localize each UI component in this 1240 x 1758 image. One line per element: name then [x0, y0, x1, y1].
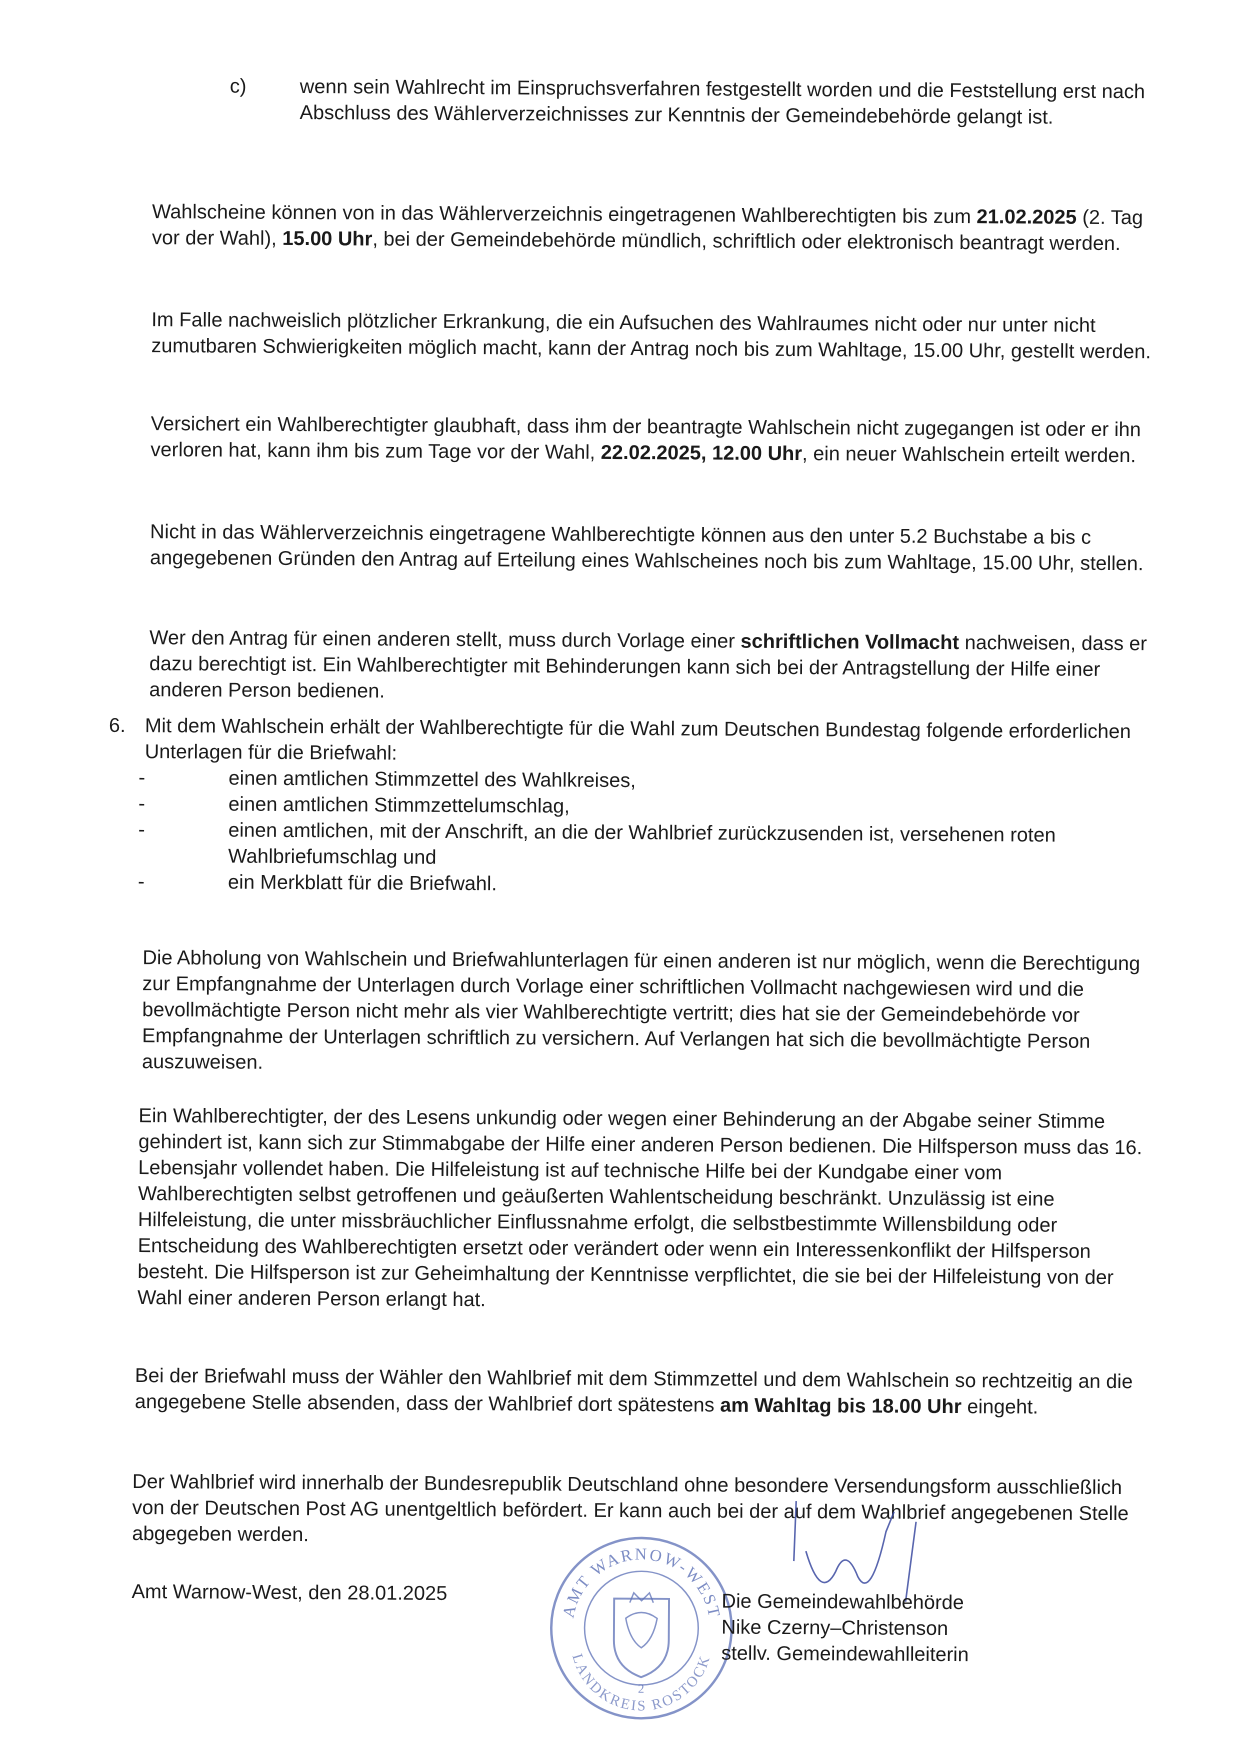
- list-item-text: wenn sein Wahlrecht im Einspruchsverfahren festgestellt worden und die Feststellung erst nach Abschluss des Wählerverzeichnisses zur Kenntnis der Gemeindebehörde gelangt ist.: [299, 76, 1146, 129]
- stamp-top-text: AMT WARNOW-WEST: [558, 1544, 725, 1621]
- deadline-date: 21.02.2025: [976, 206, 1077, 229]
- dash-bullet: -: [138, 819, 146, 842]
- authority-name: Die Gemeindewahlbehörde: [721, 1590, 965, 1615]
- signature-block: [721, 1589, 1021, 1669]
- list-item-text: einen amtlichen, mit der Anschrift, an die der Wahlbrief zurückzusenden ist, versehenen roten Wahlbriefumschlag und: [228, 819, 1056, 869]
- list-item: [138, 817, 1148, 875]
- text: , ein neuer Wahlschein erteilt werden.: [802, 443, 1137, 468]
- text: Bei der Briefwahl muss der Wähler den Wahlbrief mit dem Stimmzettel und dem Wahlschein so rechtzeitig an die angegebene Stelle absenden, dass der Wahlbrief dort spätestens: [134, 1365, 1133, 1417]
- paragraph-collection: Die Abholung von Wahlschein und Briefwahlunterlagen für einen anderen ist nur möglich, wenn die Berechtigung zur Empfangnahme der Unterlagen durch Vorlage einer schriftlichen Vollmacht nachgewiesen wird und die bevollmächtigte Person nicht mehr als vier Wahlberechtigte vertritt; dies hat sie der Gemeindebehörde vor Empfangnahme der Unterlagen schriftlich zu versichern. Auf Verlangen hat sich die bevollmächtigte Person auszuweisen.: [141, 947, 1141, 1074]
- text: Wahlscheine können von in das Wählerverzeichnis eingetragenen Wahlberechtigten bis zum: [151, 201, 977, 229]
- paragraph-proxy: [149, 625, 1149, 709]
- coat-of-arms-icon: [614, 1599, 669, 1678]
- stamp-bottom-text: LANDKREIS ROSTOCK: [568, 1652, 714, 1715]
- official-stamp: [543, 1530, 740, 1727]
- paragraph-application-deadline: [152, 199, 1152, 257]
- list-item-text: ein Merkblatt für die Briefwahl.: [227, 871, 498, 896]
- text: (2. Tag vor der Wahl),: [151, 206, 1144, 250]
- section-intro: Mit dem Wahlschein erhält der Wahlberechtigte für die Wahl zum Deutschen Bundestag folgende erforderlichen Unterlagen für die Briefwahl:: [144, 715, 1132, 765]
- paragraph-delivery: Der Wahlbrief wird innerhalb der Bundesrepublik Deutschland ohne besondere Versendungsform ausschließlich von der Deutschen Post AG unentgeltlich befördert. Er kann auch bei der auf dem Wahlbrief angegebenen Stelle abgegeben werden.: [131, 1471, 1129, 1547]
- paragraph-not-registered: Nicht in das Wählerverzeichnis eingetragene Wahlberechtigte können aus den unter 5.2 Buchstabe a bis c angegebenen Gründen den Antrag auf Erteilung eines Wahlscheines noch bis zum Wahltage, 15.00 Uhr, stellen.: [149, 521, 1144, 576]
- list-label: c): [229, 75, 247, 98]
- signatory-role: stellv. Gemeindewahlleiterin: [721, 1642, 969, 1667]
- paragraph-assistance: Ein Wahlberechtigter, der des Lesens unkundig oder wegen einer Behinderung an der Abgabe seiner Stimme gehindert ist, kann sich zur Stimmabgabe der Hilfe einer anderen Person bedienen. Die Hilfsperson muss das 16. Lebensjahr vollendet haben. Die Hilfeleistung ist auf technische Hilfe bei der Kundgabe einer vom Wahlberechtigten selbst getroffenen und geäußerten Wahlentscheidung beschränkt. Unzulässig ist eine Hilfeleistung, die unter missbräuchlicher Einflussnahme erfolgt, die selbstbestimmte Willensbildung oder Entscheidung des Wahlberechtigten ersetzt oder verändert oder wenn ein Interessenkonflikt der Hilfsperson besteht. Die Hilfsperson ist zur Geheimhaltung der Kenntnisse verpflichtet, die sie bei der Hilfeleistung von der Wahl einer anderen Person erlangt hat.: [137, 1105, 1143, 1312]
- text: , bei der Gemeindebehörde mündlich, schriftlich oder elektronisch beantragt werden.: [372, 228, 1121, 256]
- paragraph-illness: Im Falle nachweislich plötzlicher Erkrankung, die ein Aufsuchen des Wahlraumes nicht oder nur unter nicht zumutbaren Schwierigkeiten möglich macht, kann der Antrag noch bis zum Wahltage, 15.00 Uhr, gestellt werden.: [151, 309, 1152, 364]
- list-item-text: einen amtlichen Stimmzettel des Wahlkreises,: [228, 767, 636, 793]
- svg-text:AMT WARNOW-WEST: [559, 1544, 725, 1620]
- replacement-deadline: 22.02.2025, 12.00 Uhr: [600, 441, 803, 466]
- deadline-time: 15.00 Uhr: [282, 227, 373, 251]
- section-6: [108, 713, 1159, 896]
- dash-bullet: -: [137, 871, 145, 894]
- document-list: [138, 765, 1149, 901]
- list-item: [138, 869, 1148, 901]
- dash-bullet: -: [138, 767, 146, 790]
- dash-bullet: -: [138, 793, 146, 816]
- paragraph-lost-ballot: [151, 411, 1151, 469]
- list-item-c: [229, 74, 1180, 129]
- postal-deadline: am Wahltag bis 18.00 Uhr: [719, 1394, 962, 1419]
- text: Versichert ein Wahlberechtigter glaubhaft, dass ihm der beantragte Wahlschein nicht zugegangen ist oder er ihn verloren hat, kann ihm bis zum Tage vor der Wahl,: [150, 413, 1142, 464]
- place-date: Amt Warnow-West, den 28.01.2025: [131, 1581, 448, 1605]
- text: Wer den Antrag für einen anderen stellt, muss durch Vorlage einer: [149, 627, 741, 653]
- stamp-number: 2: [637, 1681, 645, 1696]
- list-item-text: einen amtlichen Stimmzettelumschlag,: [228, 793, 570, 818]
- paragraph-postal-deadline: [135, 1363, 1145, 1421]
- written-power-of-attorney: schriftlichen Vollmacht: [740, 630, 960, 655]
- section-number: 6.: [108, 714, 126, 737]
- text: nachweisen, dass er dazu berechtigt ist. Ein Wahlberechtigter mit Behinderungen kann sich bei der Antragstellung der Hilfe einer anderen Person bedienen.: [149, 632, 1148, 703]
- signatory-name: Nike Czerny–Christenson: [721, 1616, 949, 1641]
- text: eingeht.: [961, 1396, 1039, 1419]
